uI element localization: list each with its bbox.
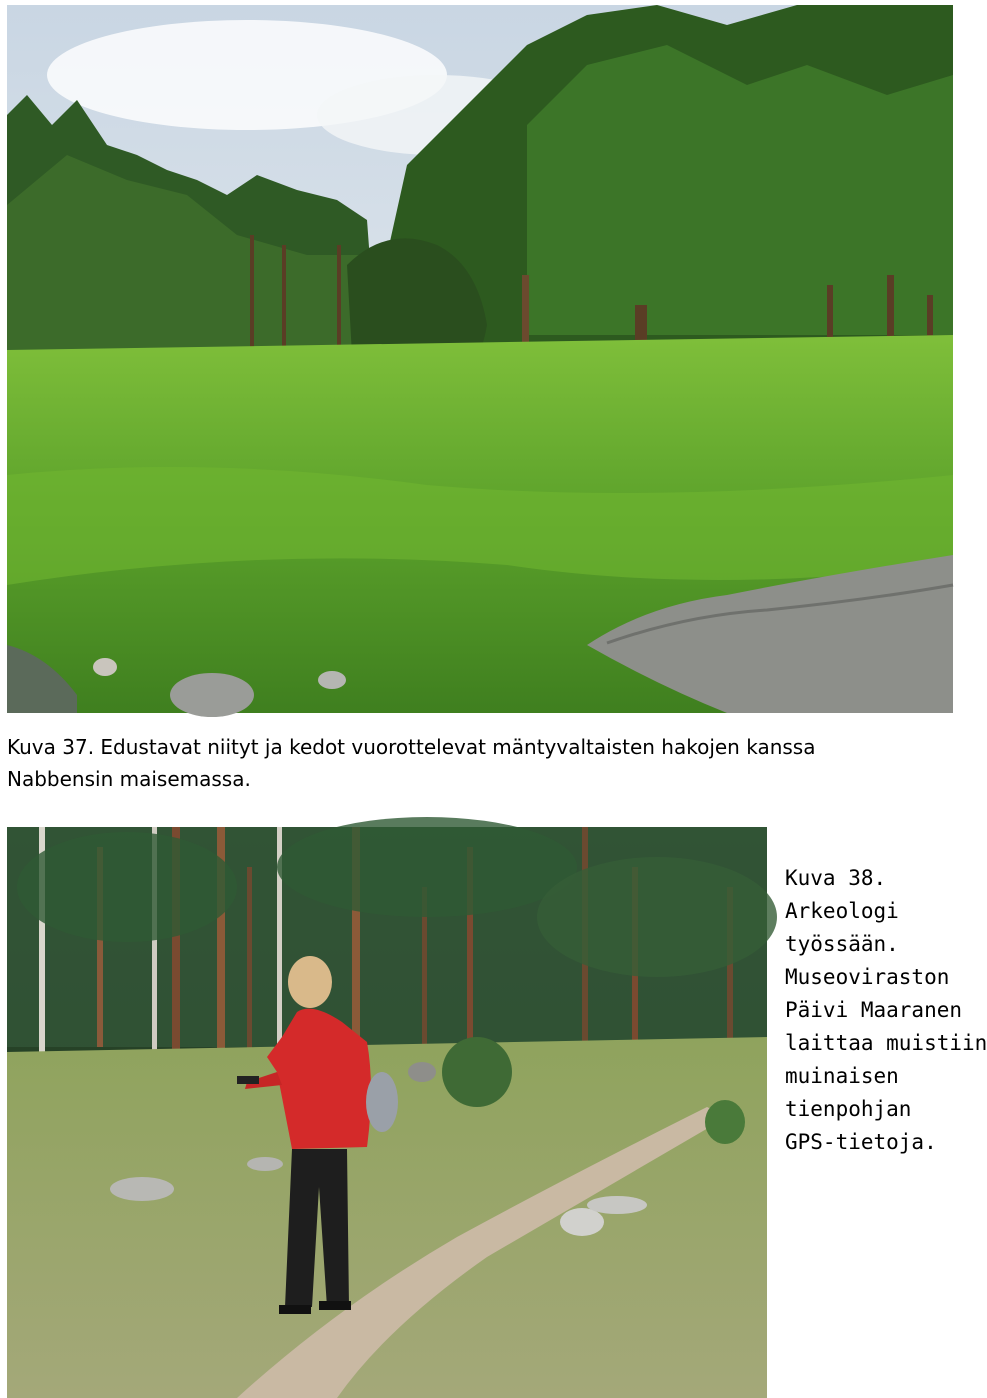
meadow-photo: [7, 5, 953, 713]
caption-line-1: [7, 731, 953, 763]
caption-38-line-3: työssään.: [785, 932, 899, 956]
figure-37-caption: [7, 731, 953, 795]
archaeologist-illustration: [7, 827, 767, 1398]
caption-38-line-9: GPS-tietoja.: [785, 1130, 937, 1154]
caption-line-2: Nabbensin maisemassa.: [7, 767, 251, 791]
caption-38-line-4: Museoviraston: [785, 965, 950, 989]
caption-38-line-6: laittaa muistiin: [785, 1031, 987, 1055]
caption-38-line-1: Kuva 38.: [785, 866, 887, 890]
figure-38-caption: [785, 862, 987, 1159]
caption-38-line-2: Arkeologi: [785, 899, 899, 923]
caption-38-line-7: muinaisen: [785, 1064, 899, 1088]
figure-37-text: Edustavat niityt ja kedot vuorottelevat mäntyvaltaisten hakojen kanssa: [100, 735, 816, 759]
figure-37-label: Kuva 37.: [7, 735, 95, 759]
archaeologist-photo: [7, 827, 767, 1398]
caption-38-line-8: tienpohjan: [785, 1097, 912, 1121]
meadow-illustration: [7, 5, 953, 713]
caption-38-line-5: Päivi Maaranen: [785, 998, 963, 1022]
